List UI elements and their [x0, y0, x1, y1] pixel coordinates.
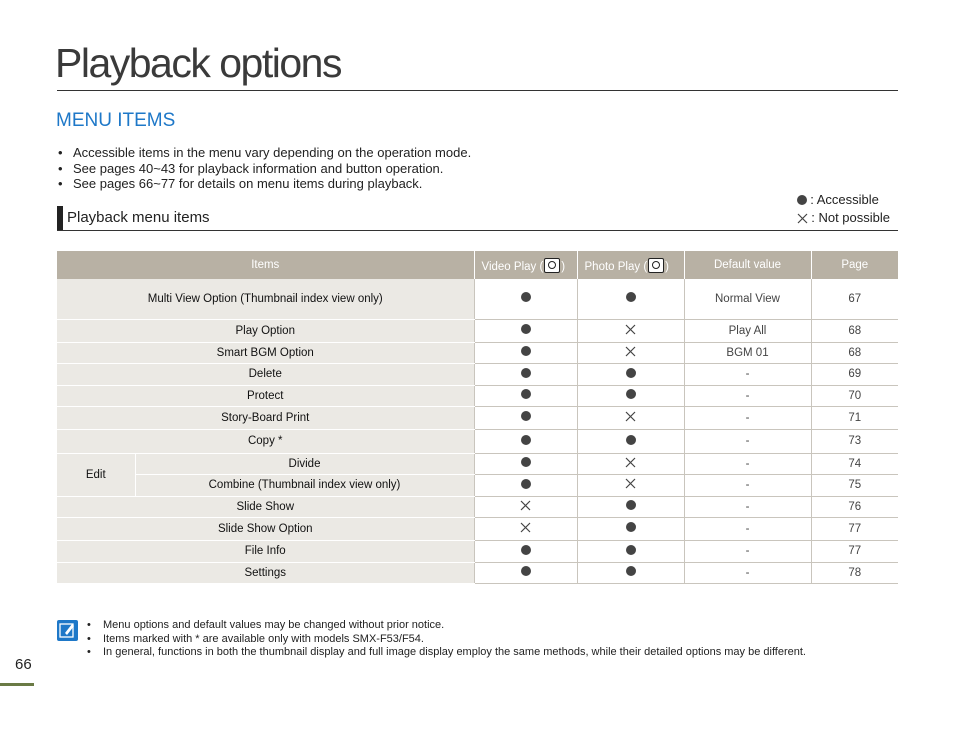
x-mark-icon [625, 346, 636, 357]
photo-play-cell [577, 540, 684, 562]
page-cell: 73 [811, 429, 898, 453]
video-play-cell [474, 517, 577, 540]
item-name: Slide Show Option [57, 517, 474, 540]
table-header-row [57, 251, 898, 279]
page-cell: 75 [811, 474, 898, 496]
page-cell: 68 [811, 342, 898, 363]
item-name: Slide Show [57, 496, 474, 517]
filled-circle-icon [521, 324, 531, 334]
memo-pencil-icon [57, 620, 78, 641]
header-video-play [474, 251, 577, 279]
table-row [57, 562, 898, 583]
video-play-cell [474, 406, 577, 429]
filled-circle-icon [521, 292, 531, 302]
subheading-bar [57, 206, 63, 230]
page-cell: 78 [811, 562, 898, 583]
photo-play-cell [577, 429, 684, 453]
default-value-cell: - [684, 496, 811, 517]
table-row [57, 540, 898, 562]
video-play-cell [474, 496, 577, 517]
page-cell: 68 [811, 319, 898, 342]
filled-circle-icon [626, 368, 636, 378]
header-page: Page [811, 251, 898, 279]
header-items: Items [57, 251, 474, 279]
x-mark-icon [625, 411, 636, 422]
header-video-play-suffix: ) [561, 260, 566, 273]
section-heading: MENU ITEMS [56, 110, 176, 131]
item-name: Play Option [57, 319, 474, 342]
legend-accessible [797, 191, 890, 209]
item-name: File Info [57, 540, 474, 562]
video-play-cell [474, 385, 577, 406]
item-name: Copy * [57, 429, 474, 453]
page-number-rule [0, 683, 34, 686]
x-mark-icon [625, 478, 636, 489]
page-cell: 77 [811, 517, 898, 540]
x-mark-icon [520, 522, 531, 533]
title-rule [57, 90, 898, 91]
item-name: Settings [57, 562, 474, 583]
intro-bullet: • See pages 40~43 for playback information and button operation. [57, 161, 471, 177]
photo-play-icon [648, 258, 664, 273]
default-value-cell: - [684, 540, 811, 562]
default-value-cell: - [684, 517, 811, 540]
filled-circle-icon [521, 411, 531, 421]
intro-bullet: • See pages 66~77 for details on menu items during playback. [57, 176, 471, 192]
item-name: Combine (Thumbnail index view only) [135, 474, 474, 496]
photo-play-cell [577, 406, 684, 429]
filled-circle-icon [626, 292, 636, 302]
header-photo-play-suffix: ) [665, 260, 669, 273]
x-mark-icon [520, 500, 531, 511]
default-value-cell: Play All [684, 319, 811, 342]
filled-circle-icon [521, 346, 531, 356]
item-name: Smart BGM Option [57, 342, 474, 363]
filled-circle-icon [521, 479, 531, 489]
video-play-cell [474, 342, 577, 363]
default-value-cell: - [684, 363, 811, 385]
filled-circle-icon [521, 389, 531, 399]
default-value-cell: Normal View [684, 279, 811, 319]
filled-circle-icon [521, 435, 531, 445]
header-default-value: Default value [684, 251, 811, 279]
table-row [57, 474, 898, 496]
table-row [57, 496, 898, 517]
photo-play-cell [577, 279, 684, 319]
table-row [57, 406, 898, 429]
photo-play-cell [577, 385, 684, 406]
photo-play-cell [577, 496, 684, 517]
video-play-cell [474, 429, 577, 453]
item-name: Story-Board Print [57, 406, 474, 429]
filled-circle-icon [626, 522, 636, 532]
header-photo-play [577, 251, 684, 279]
photo-play-cell [577, 319, 684, 342]
x-mark-icon [625, 324, 636, 335]
header-photo-play-prefix: Photo Play ( [584, 260, 648, 273]
note-item: • Menu options and default values may be changed without prior notice. [87, 619, 806, 633]
filled-circle-icon [626, 500, 636, 510]
video-play-cell [474, 279, 577, 319]
video-play-cell [474, 562, 577, 583]
default-value-cell: - [684, 406, 811, 429]
page-cell: 67 [811, 279, 898, 319]
note-item: • In general, functions in both the thumbnail display and full image display employ the same methods, while their detailed options may be different. [87, 646, 806, 660]
photo-play-cell [577, 562, 684, 583]
page-cell: 74 [811, 453, 898, 474]
legend [797, 191, 890, 227]
video-play-icon [544, 258, 560, 273]
table-row [57, 342, 898, 363]
note-item: • Items marked with * are available only with models SMX-F53/F54. [87, 633, 806, 647]
filled-circle-icon [626, 545, 636, 555]
default-value-cell: - [684, 474, 811, 496]
note-list [87, 619, 806, 660]
video-play-cell [474, 474, 577, 496]
table-row [57, 429, 898, 453]
item-name: Delete [57, 363, 474, 385]
photo-play-cell [577, 363, 684, 385]
intro-bullet: • Accessible items in the menu vary depending on the operation mode. [57, 145, 471, 161]
table-row [57, 363, 898, 385]
intro-list [57, 145, 471, 192]
legend-accessible-label: : Accessible [810, 192, 879, 207]
subheading-rule [57, 230, 898, 231]
legend-not-possible-label: : Not possible [811, 210, 890, 225]
filled-circle-icon [797, 195, 807, 205]
photo-play-cell [577, 453, 684, 474]
video-play-cell [474, 453, 577, 474]
default-value-cell: - [684, 562, 811, 583]
page-title: Playback options [55, 40, 341, 86]
page-number: 66 [15, 656, 32, 673]
filled-circle-icon [521, 457, 531, 467]
photo-play-cell [577, 517, 684, 540]
page-cell: 69 [811, 363, 898, 385]
photo-play-cell [577, 342, 684, 363]
default-value-cell: - [684, 453, 811, 474]
subheading: Playback menu items [67, 209, 210, 226]
page-cell: 76 [811, 496, 898, 517]
edit-group-label: Edit [57, 453, 135, 496]
photo-play-cell [577, 474, 684, 496]
page-cell: 70 [811, 385, 898, 406]
filled-circle-icon [521, 545, 531, 555]
filled-circle-icon [626, 389, 636, 399]
header-video-play-prefix: Video Play ( [481, 260, 544, 273]
table-row [57, 385, 898, 406]
filled-circle-icon [521, 368, 531, 378]
item-name: Divide [135, 453, 474, 474]
x-mark-icon [797, 213, 808, 224]
table-row [57, 517, 898, 540]
item-name: Multi View Option (Thumbnail index view only) [57, 279, 474, 319]
table-row [57, 319, 898, 342]
video-play-cell [474, 319, 577, 342]
page-cell: 71 [811, 406, 898, 429]
page-cell: 77 [811, 540, 898, 562]
default-value-cell: - [684, 429, 811, 453]
filled-circle-icon [626, 435, 636, 445]
legend-not-possible [797, 209, 890, 227]
filled-circle-icon [626, 566, 636, 576]
table-row [57, 453, 898, 474]
playback-menu-table [57, 251, 898, 584]
item-name: Protect [57, 385, 474, 406]
video-play-cell [474, 540, 577, 562]
filled-circle-icon [521, 566, 531, 576]
video-play-cell [474, 363, 577, 385]
x-mark-icon [625, 457, 636, 468]
default-value-cell: BGM 01 [684, 342, 811, 363]
default-value-cell: - [684, 385, 811, 406]
table-row [57, 279, 898, 319]
